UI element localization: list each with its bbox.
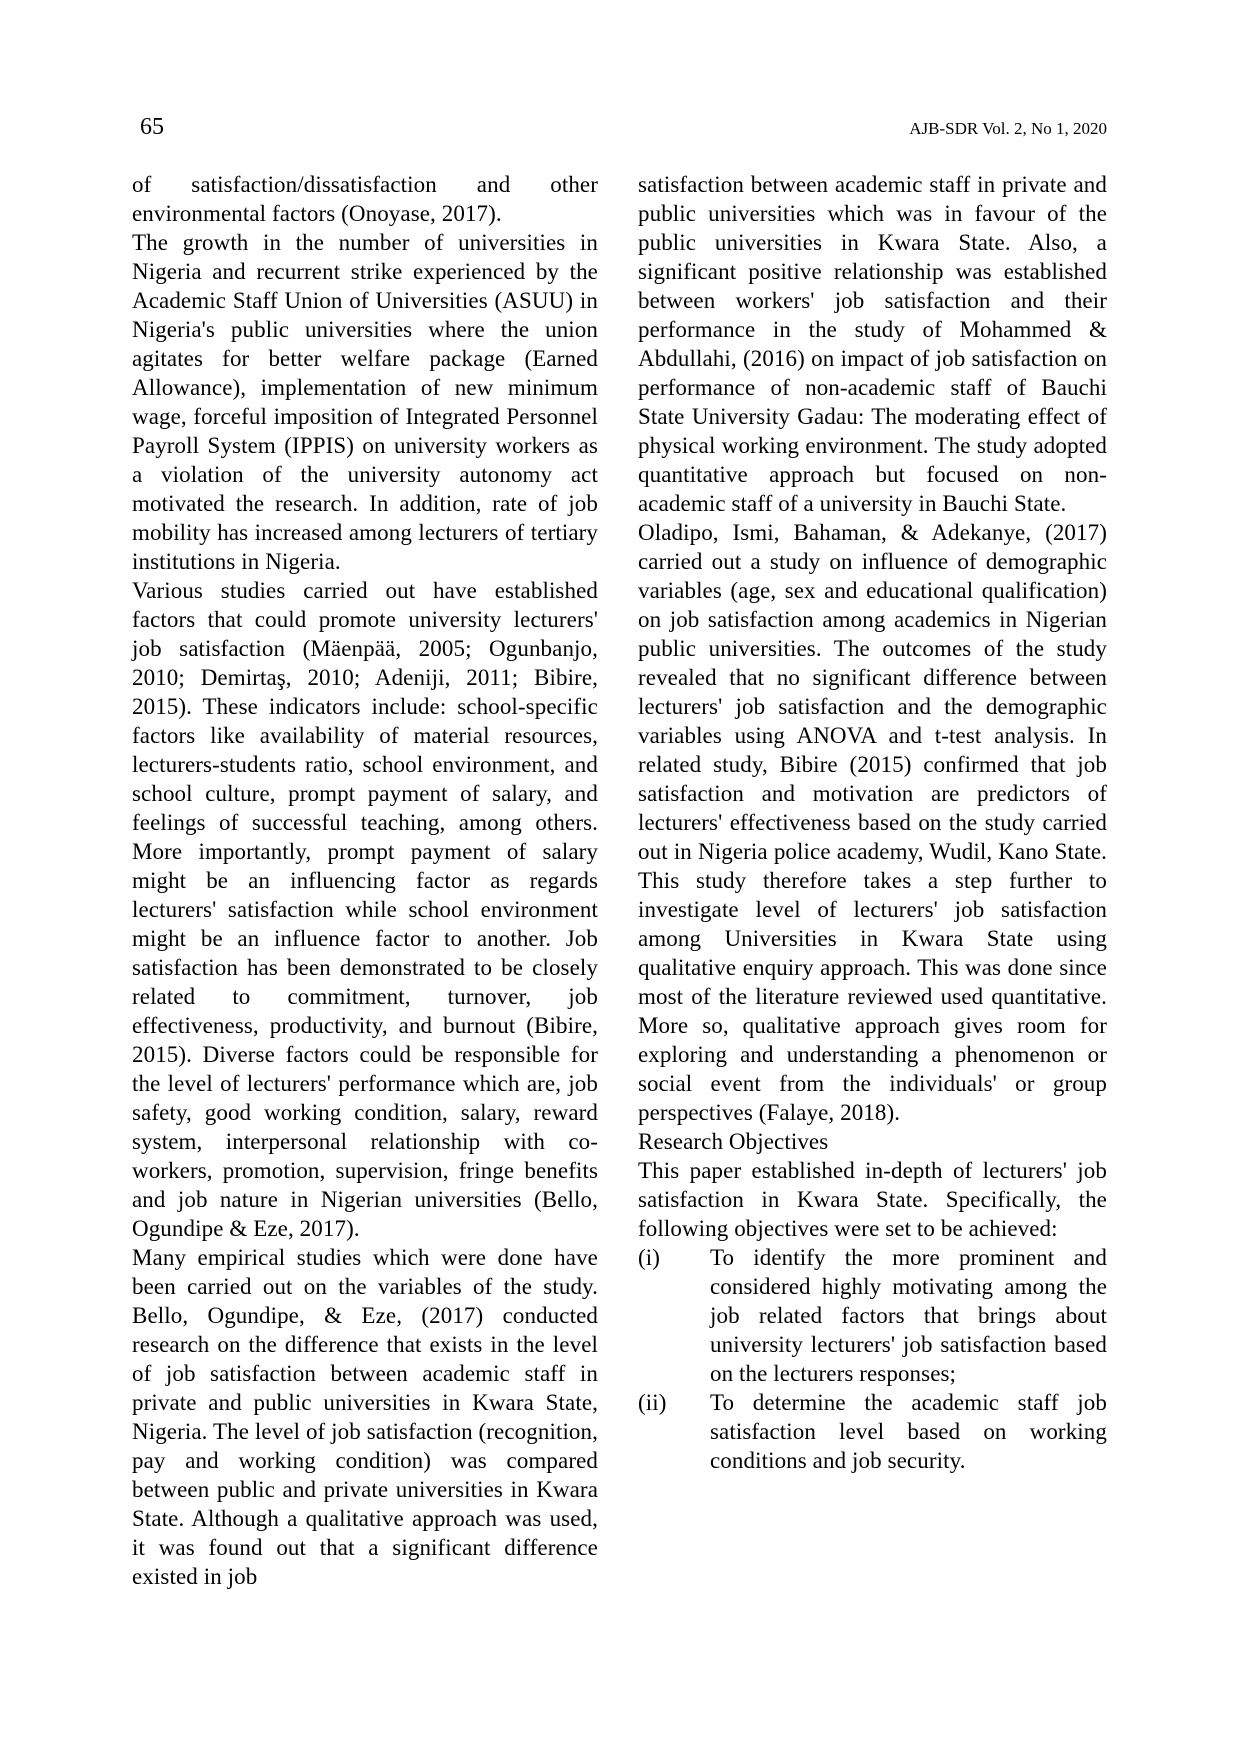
paragraph: This paper established in-depth of lecturers' job satisfaction in Kwara State. Specifically, the following objectives were set to be achieved: xyxy=(638,1158,1107,1241)
objective-item xyxy=(638,1243,1107,1388)
paragraph: The growth in the number of universities in Nigeria and recurrent strike experienced by the Academic Staff Union of Universities (ASUU) in Nigeria's public universities where the union agitates for better welfare package (Earned Allowance), implementation of new minimum wage, forceful imposition of Integrated Personnel Payroll System (IPPIS) on university workers as a violation of the university autonomy act motivated the research. In addition, rate of job mobility has increased among lecturers of tertiary institutions in Nigeria. xyxy=(132,230,598,574)
paragraph: Various studies carried out have established factors that could promote university lecturers' job satisfaction (Mäenpää, 2005; Ogunbanjo, 2010; Demirtaş, 2010; Adeniji, 2011; Bibire, 2015). These indicators include: school-specific factors like availability of material resources, lecturers-students ratio, school environment, and school culture, prompt payment of salary, and feelings of successful teaching, among others. More importantly, prompt payment of salary might be an influencing factor as regards lecturers' satisfaction while school environment might be an influence factor to another. Job satisfaction has been demonstrated to be closely related to commitment, turnover, job effectiveness, productivity, and burnout (Bibire, 2015). Diverse factors could be responsible for the level of lecturers' performance which are, job safety, good working condition, salary, reward system, interpersonal relationship with co-workers, promotion, supervision, fringe benefits and job nature in Nigerian universities (Bello, Ogundipe & Eze, 2017). xyxy=(132,578,598,1241)
right-column xyxy=(638,170,1107,1475)
objective-marker: (i) xyxy=(638,1245,661,1270)
section-heading: Research Objectives xyxy=(638,1129,829,1154)
paragraph: Many empirical studies which were done have been carried out on the variables of the study. Bello, Ogundipe, & Eze, (2017) conducted research on the difference that exists in the level of job satisfaction between academic staff in private and public universities in Kwara State, Nigeria. The level of job satisfaction (recognition, pay and working condition) was compared between public and private universities in Kwara State. Although a qualitative approach was used, it was found out that a significant difference existed in job xyxy=(132,1245,598,1589)
paragraph: satisfaction between academic staff in private and public universities which was in favour of the public universities in Kwara State. Also, a significant positive relationship was established between workers' job satisfaction and their performance in the study of Mohammed & Abdullahi, (2016) on impact of job satisfaction on performance of non-academic staff of Bauchi State University Gadau: The moderating effect of physical working environment. The study adopted quantitative approach but focused on non-academic staff of a university in Bauchi State. xyxy=(638,172,1107,516)
left-column xyxy=(132,170,598,1591)
objective-text: To identify the more prominent and considered highly motivating among the job related factors that brings about university lecturers' job satisfaction based on the lecturers responses; xyxy=(710,1245,1107,1386)
page-header xyxy=(140,112,1107,142)
objective-item xyxy=(638,1388,1107,1475)
page-number: 65 xyxy=(140,114,164,140)
objective-text: To determine the academic staff job satisfaction level based on working conditions and job security. xyxy=(710,1390,1107,1473)
paragraph: of satisfaction/dissatisfaction and other environmental factors (Onoyase, 2017). xyxy=(132,172,598,226)
objective-marker: (ii) xyxy=(638,1390,667,1415)
journal-reference: AJB-SDR Vol. 2, No 1, 2020 xyxy=(909,119,1107,138)
paragraph: Oladipo, Ismi, Bahaman, & Adekanye, (2017) carried out a study on influence of demographic variables (age, sex and educational qualification) on job satisfaction among academics in Nigerian public universities. The outcomes of the study revealed that no significant difference between lecturers' job satisfaction and the demographic variables using ANOVA and t-test analysis. In related study, Bibire (2015) confirmed that job satisfaction and motivation are predictors of lecturers' effectiveness based on the study carried out in Nigeria police academy, Wudil, Kano State. This study therefore takes a step further to investigate level of lecturers' job satisfaction among Universities in Kwara State using qualitative enquiry approach. This was done since most of the literature reviewed used quantitative. More so, qualitative approach gives room for exploring and understanding a phenomenon or social event from the individuals' or group perspectives (Falaye, 2018). xyxy=(638,520,1107,1125)
